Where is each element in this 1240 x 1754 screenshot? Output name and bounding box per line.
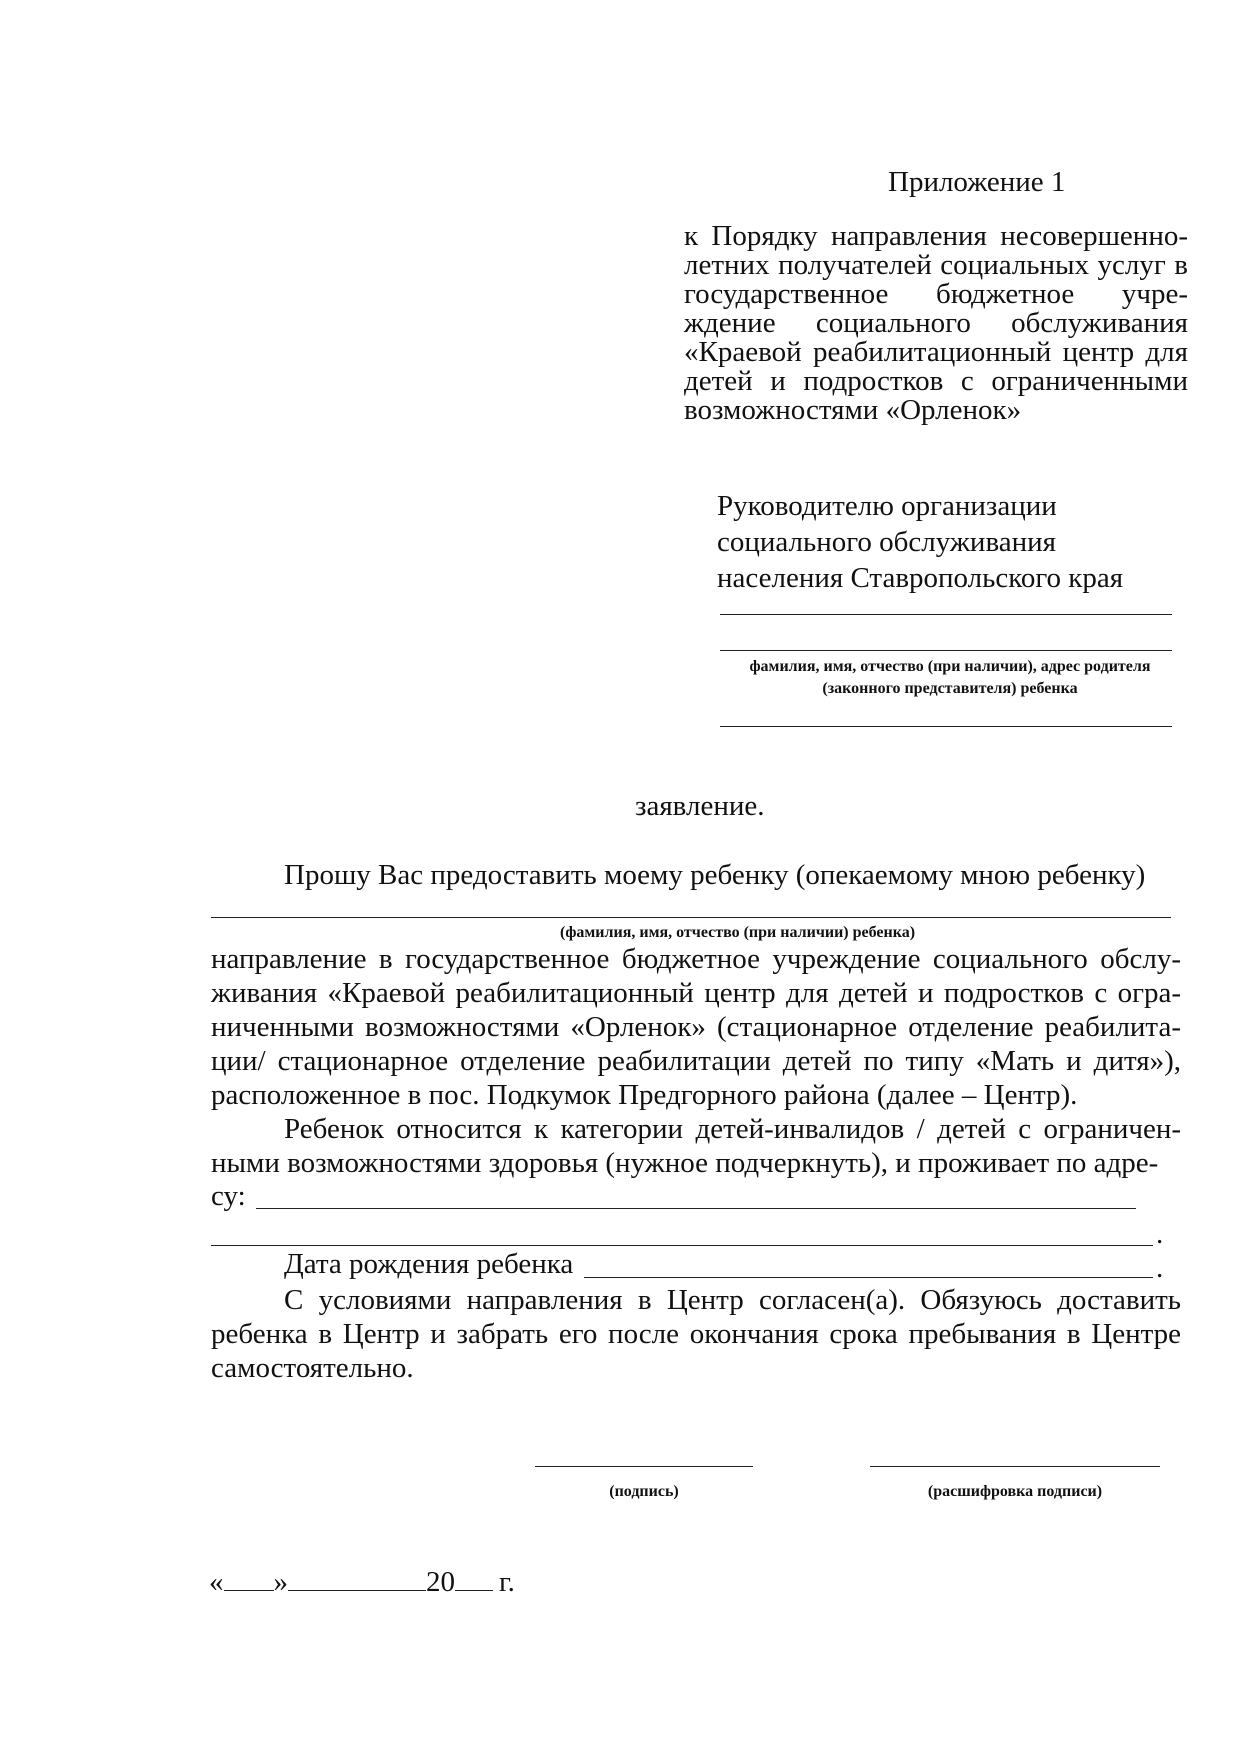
- birth-date-field-line[interactable]: [584, 1277, 1153, 1278]
- child-name-field-line[interactable]: [211, 917, 1171, 918]
- request-text: Прошу Вас предоставить моему ребенку (опекаемому мною ребенку): [284, 859, 1146, 891]
- parent-caption-line-1: фамилия, имя, отчество (при наличии), адрес родителя: [749, 658, 1151, 675]
- year-field[interactable]: [455, 1568, 493, 1591]
- birth-date-end-period: .: [1156, 1252, 1164, 1284]
- day-field[interactable]: [224, 1568, 274, 1591]
- child-address-field-line-1[interactable]: [256, 1208, 1136, 1209]
- signature-decode-field-line[interactable]: [870, 1466, 1160, 1467]
- parent-name-field-line-1[interactable]: [720, 614, 1172, 615]
- parent-caption-line-2: (законного представителя) ребенка: [822, 680, 1078, 697]
- parent-name-field-line-2[interactable]: [720, 650, 1172, 651]
- parent-field-caption: [720, 656, 1180, 700]
- category-paragraph: Ребенок относится к категории детей-инвалидов / детей с ограничен-ными возможностями здоровья (нужное подчеркнуть), и проживает по адре-: [211, 1113, 1181, 1179]
- child-field-caption: (фамилия, имя, отчество (при наличии) ребенка): [560, 924, 916, 941]
- statement-title: заявление.: [635, 790, 765, 822]
- direction-paragraph: направление в государственное бюджетное учреждение социального обслу-живания «Краевой реабилитационный центр для детей и подростков с огра-ниченными возможностями «Орленок» (стационарное отделение реабилита-ции/ стационарное отделение реабилитации детей по типу «Мать и дитя»), расположенное в пос. Подкумок Предгорного района (далее – Центр).: [211, 943, 1181, 1111]
- appendix-title: Приложение 1: [888, 166, 1066, 198]
- address-label: су:: [211, 1180, 246, 1212]
- date-line: [209, 1566, 515, 1599]
- signature-decode-caption: (расшифровка подписи): [927, 1483, 1103, 1500]
- parent-address-field-line[interactable]: [720, 726, 1172, 727]
- addressee-line-2: социального обслуживания: [717, 526, 1057, 558]
- signature-caption: (подпись): [609, 1483, 679, 1500]
- consent-paragraph: С условиями направления в Центр согласен(а). Обязуюсь доставить ребенка в Центр и забрать его после окончания срока пребывания в Центре самостоятельно.: [211, 1284, 1181, 1384]
- appendix-description: к Порядку направления несовершенно-летних получателей социальных услуг в государственное бюджетное учре-ждение социального обслуживания «Краевой реабилитационный центр для детей и подростков с ограниченными возможностями «Орленок»: [684, 220, 1188, 426]
- child-address-field-line-2[interactable]: [211, 1245, 1153, 1246]
- date-open-quote: «: [209, 1566, 224, 1598]
- year-prefix: 20: [426, 1566, 455, 1598]
- date-close-quote: »: [273, 1566, 288, 1598]
- month-field[interactable]: [288, 1568, 426, 1591]
- signature-field-line[interactable]: [535, 1466, 753, 1467]
- address-end-period: .: [1156, 1218, 1164, 1250]
- addressee-line-1: Руководителю организации: [717, 490, 1057, 522]
- addressee-line-3: населения Ставропольского края: [717, 562, 1124, 594]
- birth-date-label: Дата рождения ребенка: [284, 1248, 574, 1280]
- year-suffix: г.: [499, 1566, 515, 1598]
- addressee-block: [717, 488, 1217, 596]
